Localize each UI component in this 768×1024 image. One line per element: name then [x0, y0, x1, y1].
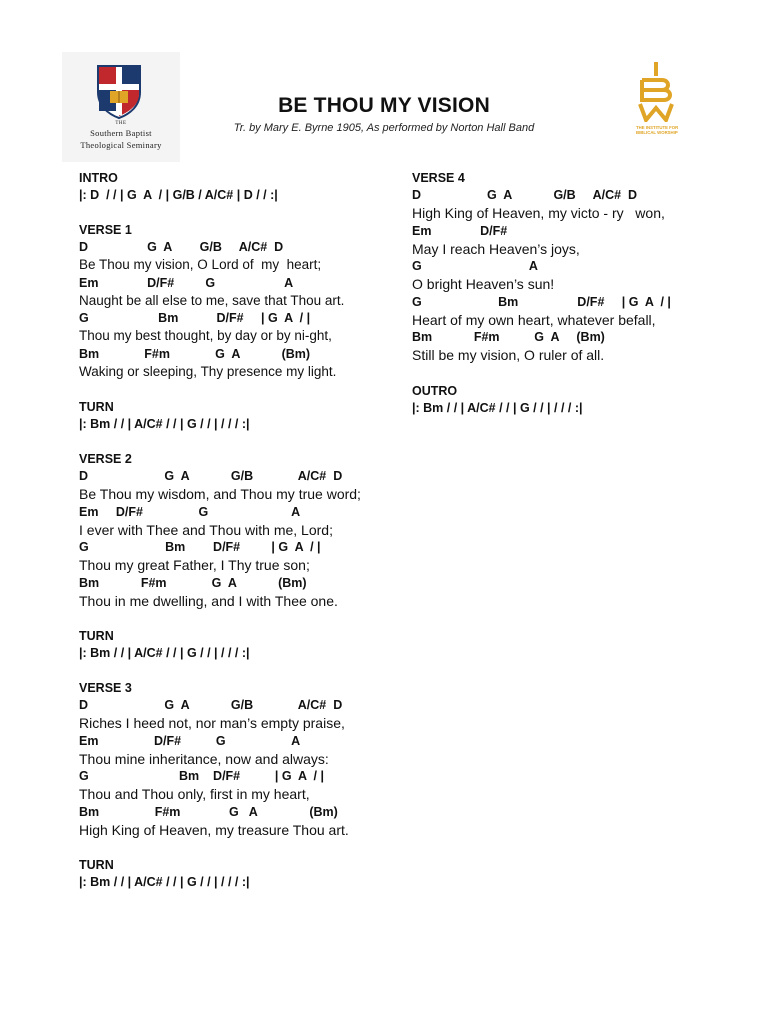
left-column — [79, 170, 361, 909]
chord-line: Bm F#m G A (Bm) — [412, 330, 605, 344]
section-label: TURN — [79, 400, 114, 414]
section-label: VERSE 3 — [79, 681, 132, 695]
chord-line: Em D/F# G A — [79, 504, 301, 519]
turn-1-section — [79, 399, 361, 433]
verse-3-section — [79, 680, 361, 839]
chord-line: Em D/F# G A — [79, 733, 301, 748]
section-label: VERSE 4 — [412, 171, 465, 185]
logo-line-2: Theological Seminary — [80, 140, 162, 150]
chord-line: Bm F#m G A (Bm) — [79, 575, 307, 590]
section-label: TURN — [79, 629, 114, 643]
chord-bar: |: Bm / / | A/C# / / | G / / | / / / :| — [79, 875, 250, 889]
lyric-line: Thou mine inheritance, now and always: — [79, 750, 329, 767]
chord-line: G Bm D/F# | G A / | — [79, 540, 321, 554]
section-label: OUTRO — [412, 383, 458, 398]
lyric-line: Naught be all else to me, save that Thou art. — [79, 292, 345, 308]
verse-4-section — [412, 170, 671, 365]
chord-bar: |: D / / | G A / | G/B / A/C# | D / / :| — [79, 188, 278, 202]
chord-line: G Bm D/F# | G A / | — [412, 294, 671, 309]
lyric-line: Heart of my own heart, whatever befall, — [412, 311, 656, 328]
chord-line: D G A G/B A/C# D — [412, 188, 638, 202]
section-label: INTRO — [79, 171, 118, 185]
song-title: BE THOU MY VISION — [278, 94, 490, 117]
section-label: VERSE 1 — [79, 223, 132, 237]
chord-bar: |: Bm / / | A/C# / / | G / / | / / / :| — [79, 646, 250, 660]
chord-bar: |: Bm / / | A/C# / / | G / / | / / / :| — [79, 417, 250, 431]
lyric-line: Thou my great Father, I Thy true son; — [79, 557, 310, 573]
logo-line-1: Southern Baptist — [90, 128, 152, 138]
lyric-line: Thou my best thought, by day or by ni-ght, — [79, 328, 332, 343]
ibw-caption: THE INSTITUTE FOR BIBLICAL WORSHIP — [636, 125, 679, 135]
turn-3-section — [79, 857, 361, 891]
lyric-line: Be Thou my wisdom, and Thou my true word; — [79, 486, 361, 502]
section-label: VERSE 2 — [79, 452, 132, 466]
lyric-line: High King of Heaven, my victo - ry won, — [412, 205, 665, 221]
logo-the: THE — [115, 121, 127, 126]
verse-2-section — [79, 451, 361, 610]
lyric-line: Waking or sleeping, Thy presence my light. — [79, 363, 337, 379]
intro-section — [79, 170, 361, 204]
lyric-line: O bright Heaven’s sun! — [412, 276, 555, 292]
chord-bar: |: Bm / / | A/C# / / | G / / | / / / :| — [412, 400, 583, 415]
turn-2-section — [79, 628, 361, 662]
chord-line: G Bm D/F# | G A / | — [79, 769, 324, 783]
lyric-line: Thou and Thou only, first in my heart, — [79, 786, 310, 802]
song-subtitle: Tr. by Mary E. Byrne 1905, As performed by Norton Hall Band — [233, 122, 535, 134]
chord-line: Em D/F# — [412, 223, 508, 238]
right-column — [412, 170, 671, 435]
verse-1-section — [79, 222, 361, 381]
chord-line: Em D/F# G A — [79, 275, 294, 290]
chord-line: Bm F#m G A (Bm) — [79, 346, 311, 361]
chord-line: G Bm D/F# | G A / | — [79, 311, 311, 325]
lyric-line: May I reach Heaven’s joys, — [412, 240, 580, 257]
lyric-line: Thou in me dwelling, and I with Thee one. — [79, 592, 338, 609]
section-label: TURN — [79, 858, 114, 872]
chord-line: Bm F#m G A (Bm) — [79, 804, 338, 819]
chord-line: G A — [412, 259, 538, 273]
lyric-line: Riches I heed not, nor man’s empty praise, — [79, 715, 345, 731]
outro-section — [412, 383, 671, 417]
lyric-line: Be Thou my vision, O Lord of my heart; — [79, 257, 322, 272]
chord-line: D G A G/B A/C# D — [79, 698, 343, 712]
chord-line: D G A G/B A/C# D — [79, 469, 343, 483]
lyric-line: High King of Heaven, my treasure Thou art. — [79, 821, 349, 838]
lyric-line: Still be my vision, O ruler of all. — [412, 347, 605, 363]
chord-line: D G A G/B A/C# D — [79, 240, 284, 254]
lyric-line: I ever with Thee and Thou with me, Lord; — [79, 521, 333, 538]
